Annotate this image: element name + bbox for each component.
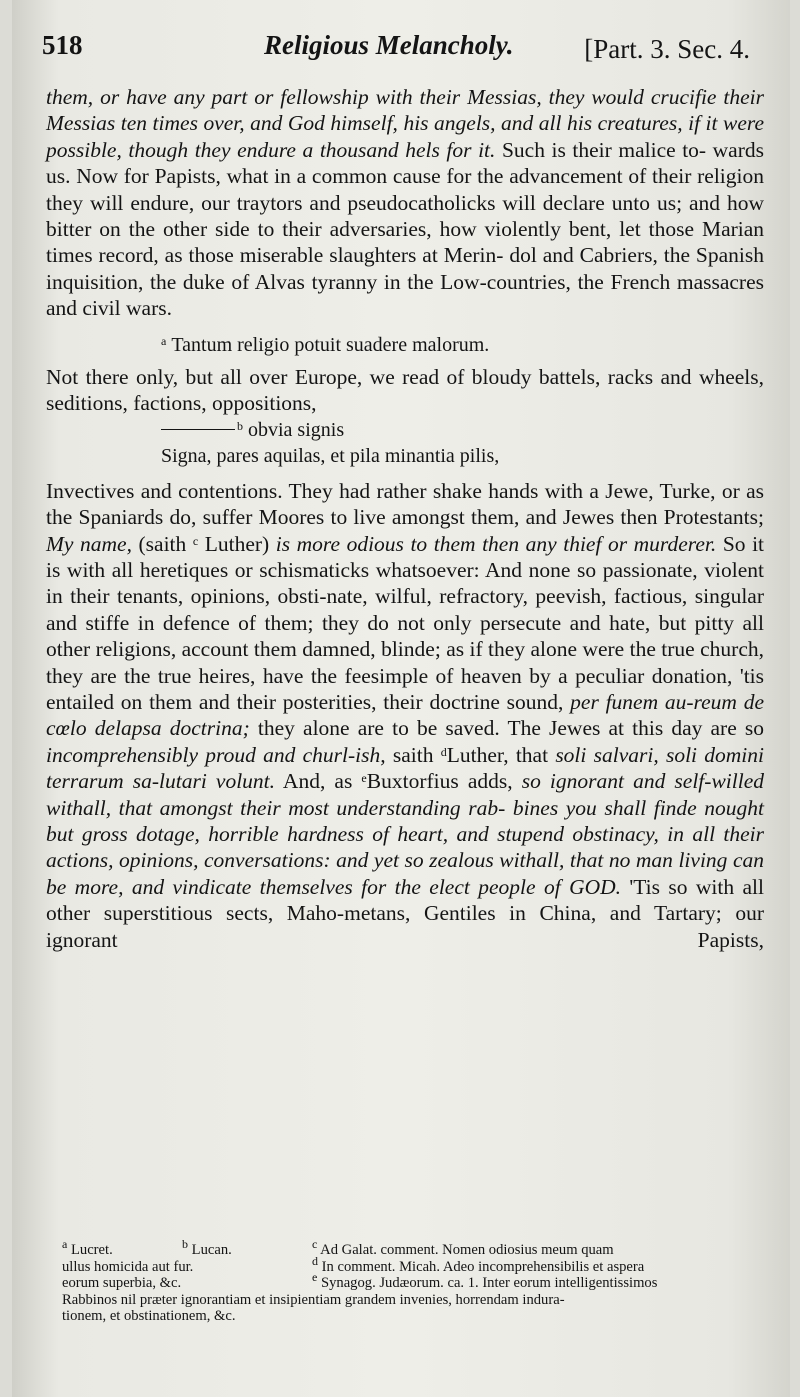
footnote-mark-e: e	[361, 771, 367, 786]
verse-quote-2: $^b$ obvia signis	[46, 417, 764, 443]
verse-quote-1: $^a$ Tantum religio potuit suadere malorum.	[161, 333, 490, 356]
page-number: 518	[42, 30, 83, 60]
section-label: [Part. 3. Sec. 4.	[584, 34, 750, 64]
footnote-row-1	[62, 1237, 762, 1259]
paragraph-1	[46, 84, 764, 322]
text-line: dol and Cabriers, the Spanish inquisition, the duke of Alvas	[46, 243, 765, 294]
footnote-mark-a: a	[161, 333, 167, 348]
text-line: his angels, and all his creatures, if it were possible, though	[46, 111, 764, 162]
text-line: advancement of their religion they will endure, our traytors	[46, 164, 764, 215]
footnote-mark-d: d	[440, 744, 447, 759]
footnote-b: $^b$ Lucan.	[182, 1237, 232, 1258]
text-line: wars.	[126, 296, 172, 321]
dash-rule	[161, 429, 235, 430]
footnote-mark-c: c	[192, 533, 199, 548]
footnote-c-continued: ullus homicida aut fur.	[62, 1258, 194, 1275]
footnote-row-2	[62, 1253, 762, 1276]
running-header	[42, 30, 750, 74]
text-line-tail: Such is their malice to-	[495, 137, 707, 162]
text-line: racks and wheels, seditions, factions, oppositions,	[46, 365, 765, 416]
footnote-mark-b: b	[237, 418, 243, 433]
verse-quote-3: Signa, pares aquilas, et pila minantia pilis,	[161, 445, 500, 468]
footnote-d: $^d$ In comment. Micah. Adeo incomprehensibilis et aspera	[312, 1253, 645, 1275]
text-line: them, or have any part or fellowship with their Messias, they	[46, 85, 585, 109]
footnotes	[62, 1237, 762, 1325]
text-line: tyranny in the Low-countries, the French massacres and civil	[46, 269, 764, 321]
footnote-d-continued: eorum superbia, &c.	[62, 1275, 182, 1292]
text-line: the other side to their adversaries, how violently bent, let those	[128, 217, 695, 242]
footnote-c: $^c$ Ad Galat. comment. Nomen odiosius meum quam	[312, 1237, 614, 1258]
paragraph-3: Invectives and contentions. They had rather shake hands with a Jewe, Turke, or as the Spaniards do, suffer Moores to live amongst them, and Jewes then Protestants; My name, (saith $^c$ Luther) is more odious to them then any thief or murderer. So it is with all heretiques or schismaticks whatsoever: And none so passionate, violent in their tenants, opinions, obsti-nate, wilful, refractory, peevish, factious, singular and stiffe in defence of them; they do not only persecute and hate, but pitty all other religions, account them damned, blinde; as if they alone were the true church, they are the true heires, have the feesimple of heaven by a peculiar donation, 'tis entailed on them and their posterities, their doctrine sound, per funem au-reum de cœlo delapsa doctrina; they alone are to be saved. The Jewes at this day are so incomprehensibly proud and churl-ish, saith $^d$Luther, that soli salvari, soli domini terrarum sa-lutari volunt. And, as $^e$Buxtorfius adds, so ignorant and self-willed withall, that amongst their most understanding rab- bines you shall finde nought but gross dotage, horrible hardness of heart, and stupend obstinacy, in all their actions, opinions, conversations: and yet so zealous withall, that no man living can be more, and vindicate themselves for the elect people of GOD. 'Tis so with all other superstitious sects, Maho-metans, Gentiles in China, and Tartary; our ignorant Papists,	[46, 478, 765, 952]
footnote-e: $^e$ Synagog. Judæorum. ca. 1. Inter eorum intelligentissimos	[312, 1270, 658, 1292]
footnote-e-continued-1: Rabbinos nil præter ignorantiam et insipientiam grandem invenies, horrendam indura-	[62, 1291, 565, 1308]
footnote-a: $^a$ Lucret.	[62, 1237, 113, 1258]
text-line: would crucifie their Messias ten times over, and God himself,	[46, 85, 764, 136]
text-line: wards us. Now for Papists, what in a common cause for the	[46, 137, 765, 189]
footnote-row-3	[62, 1270, 762, 1292]
book-page	[12, 0, 790, 1397]
text-line: they endure a thousand hels for it.	[194, 137, 496, 162]
text-line: Marian times record, as those miserable slaughters at Merin-	[46, 217, 765, 268]
text-line: Not there only, but all over Europe, we read of bloudy battels,	[46, 365, 601, 390]
footnote-e-continued-2: tionem, et obstinationem, &c.	[62, 1308, 236, 1325]
running-title: Religious Melancholy.	[264, 30, 514, 60]
text-line: and pseudocatholicks will declare unto us; and how bitter on	[46, 190, 765, 242]
main-text	[46, 84, 764, 953]
paragraph-2	[46, 364, 764, 417]
